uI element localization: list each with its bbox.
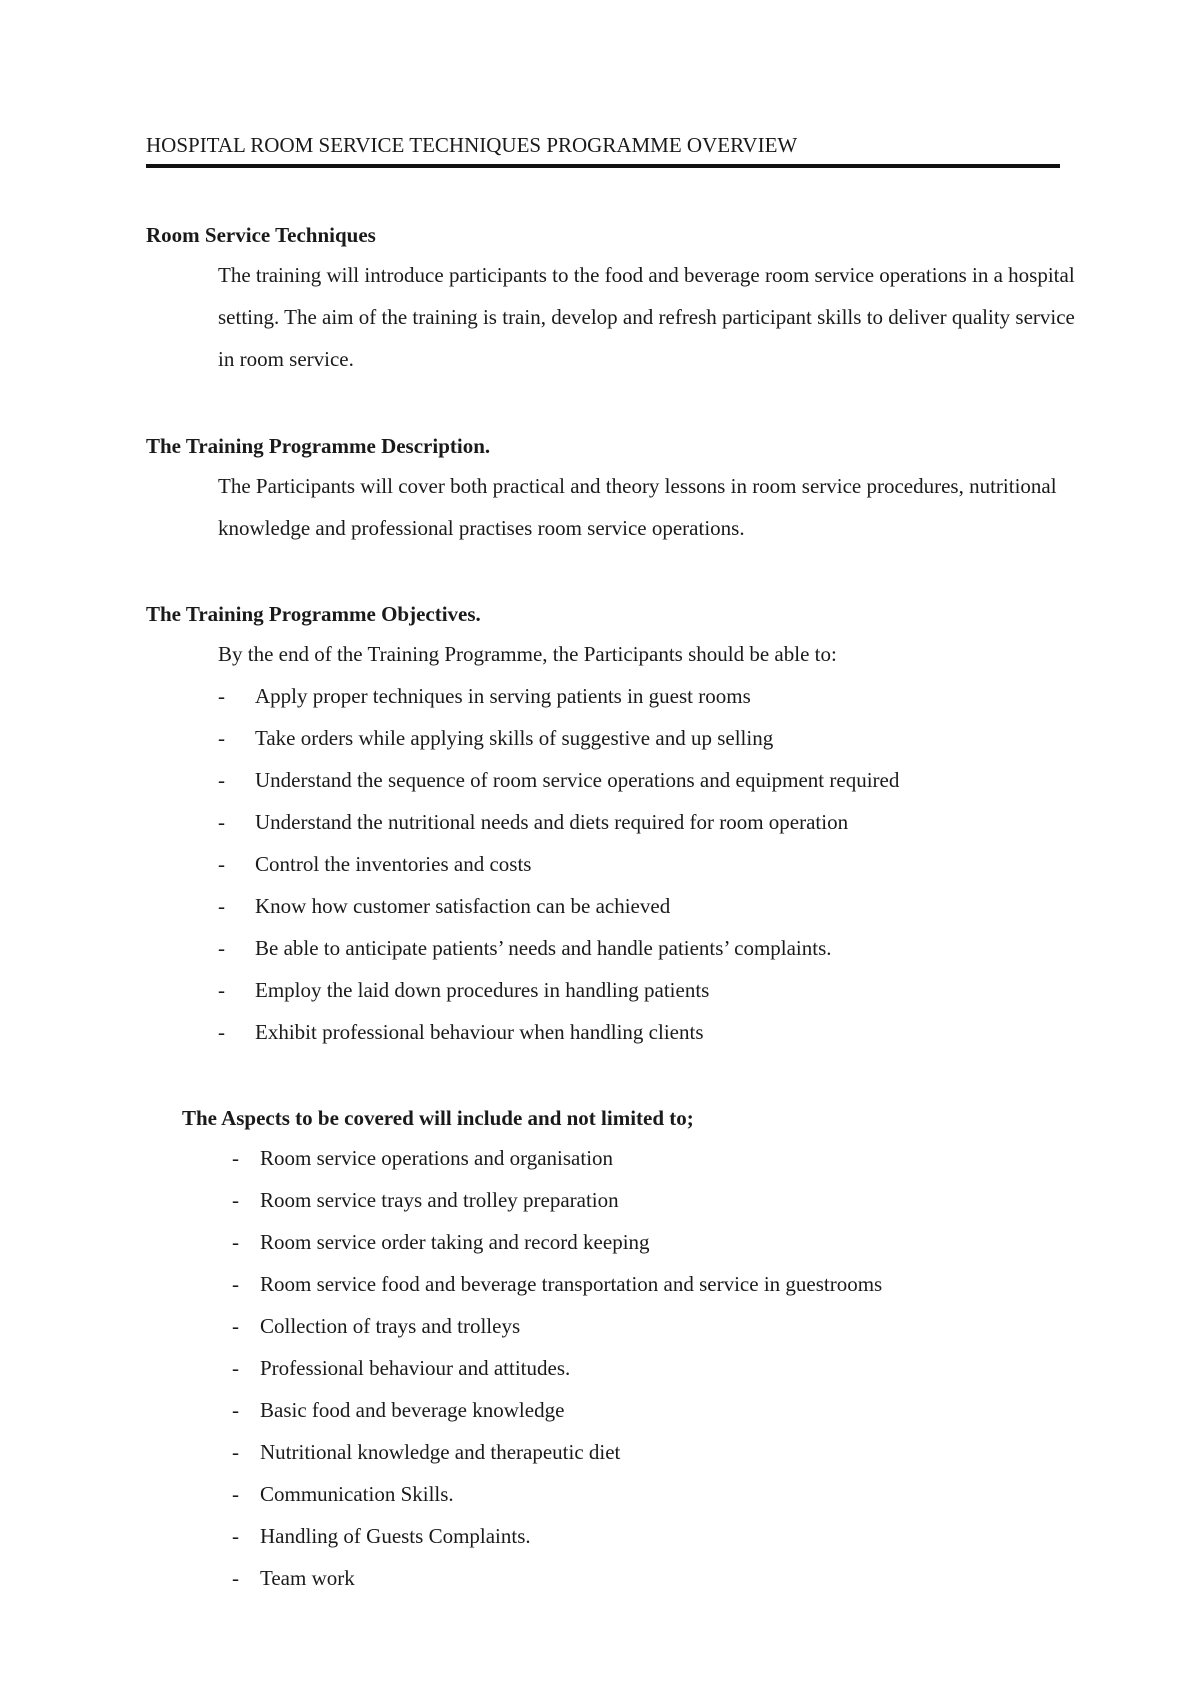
dash-bullet: - <box>218 936 225 960</box>
dash-bullet: - <box>232 1146 239 1170</box>
dash-bullet: - <box>218 894 225 918</box>
list-item-text: Handling of Guests Complaints. <box>260 1524 531 1548</box>
list-item <box>232 1179 882 1221</box>
document-title: HOSPITAL ROOM SERVICE TECHNIQUES PROGRAMME OVERVIEW <box>146 133 1060 168</box>
list-item-text: Control the inventories and costs <box>255 852 532 876</box>
room-service-paragraph: The training will introduce participants to the food and beverage room service operations in a hospital setting. The aim of the training is train, develop and refresh participant skills to deliver quality service in room service. <box>218 263 1075 371</box>
list-item-text: Room service operations and organisation <box>260 1146 614 1170</box>
dash-bullet: - <box>218 978 225 1002</box>
dash-bullet: - <box>232 1482 239 1506</box>
list-item-text: Understand the nutritional needs and diets required for room operation <box>255 810 849 834</box>
list-item <box>218 801 899 843</box>
list-item-text: Room service food and beverage transportation and service in guestrooms <box>260 1272 883 1296</box>
list-item-text: Team work <box>260 1566 355 1590</box>
list-item-text: Understand the sequence of room service operations and equipment required <box>255 768 900 792</box>
dash-bullet: - <box>232 1524 239 1548</box>
dash-bullet: - <box>232 1356 239 1380</box>
dash-bullet: - <box>232 1272 239 1296</box>
list-item-text: Employ the laid down procedures in handling patients <box>255 978 710 1002</box>
list-item-text: Exhibit professional behaviour when handling clients <box>255 1020 704 1044</box>
list-item <box>232 1557 882 1599</box>
objectives-list <box>218 675 899 1053</box>
list-item-text: Basic food and beverage knowledge <box>260 1398 565 1422</box>
list-item <box>218 843 899 885</box>
list-item-text: Room service order taking and record keeping <box>260 1230 650 1254</box>
list-item <box>232 1221 882 1263</box>
list-item <box>218 885 899 927</box>
list-item <box>232 1473 882 1515</box>
dash-bullet: - <box>218 684 225 708</box>
list-item-text: Communication Skills. <box>260 1482 454 1506</box>
list-item <box>232 1137 882 1179</box>
list-item <box>218 1011 899 1053</box>
list-item <box>218 717 899 759</box>
section-heading-room-service: Room Service Techniques <box>146 223 376 247</box>
section-heading-objectives: The Training Programme Objectives. <box>146 602 481 626</box>
list-item <box>218 969 899 1011</box>
dash-bullet: - <box>218 726 225 750</box>
list-item <box>232 1347 882 1389</box>
list-item-text: Take orders while applying skills of suggestive and up selling <box>255 726 774 750</box>
dash-bullet: - <box>218 852 225 876</box>
list-item <box>232 1389 882 1431</box>
dash-bullet: - <box>232 1314 239 1338</box>
list-item-text: Nutritional knowledge and therapeutic diet <box>260 1440 621 1464</box>
aspects-list <box>232 1137 882 1599</box>
list-item <box>232 1263 882 1305</box>
description-paragraph: The Participants will cover both practical and theory lessons in room service procedures, nutritional knowledge and professional practises room service operations. <box>218 474 1057 540</box>
section-heading-description: The Training Programme Description. <box>146 434 491 458</box>
dash-bullet: - <box>218 810 225 834</box>
list-item <box>218 675 899 717</box>
dash-bullet: - <box>218 1020 225 1044</box>
objectives-intro: By the end of the Training Programme, the Participants should be able to: <box>218 642 837 666</box>
list-item <box>232 1305 882 1347</box>
section-heading-aspects: The Aspects to be covered will include and not limited to; <box>182 1106 694 1130</box>
list-item <box>232 1431 882 1473</box>
list-item-text: Be able to anticipate patients’ needs and handle patients’ complaints. <box>255 936 832 960</box>
dash-bullet: - <box>232 1440 239 1464</box>
list-item-text: Apply proper techniques in serving patients in guest rooms <box>255 684 751 708</box>
list-item-text: Professional behaviour and attitudes. <box>260 1356 571 1380</box>
list-item <box>218 927 899 969</box>
dash-bullet: - <box>232 1230 239 1254</box>
dash-bullet: - <box>232 1188 239 1212</box>
list-item-text: Collection of trays and trolleys <box>260 1314 521 1338</box>
list-item-text: Room service trays and trolley preparation <box>260 1188 619 1212</box>
dash-bullet: - <box>232 1566 239 1590</box>
list-item <box>218 759 899 801</box>
list-item <box>232 1515 882 1557</box>
dash-bullet: - <box>232 1398 239 1422</box>
dash-bullet: - <box>218 768 225 792</box>
list-item-text: Know how customer satisfaction can be achieved <box>255 894 671 918</box>
